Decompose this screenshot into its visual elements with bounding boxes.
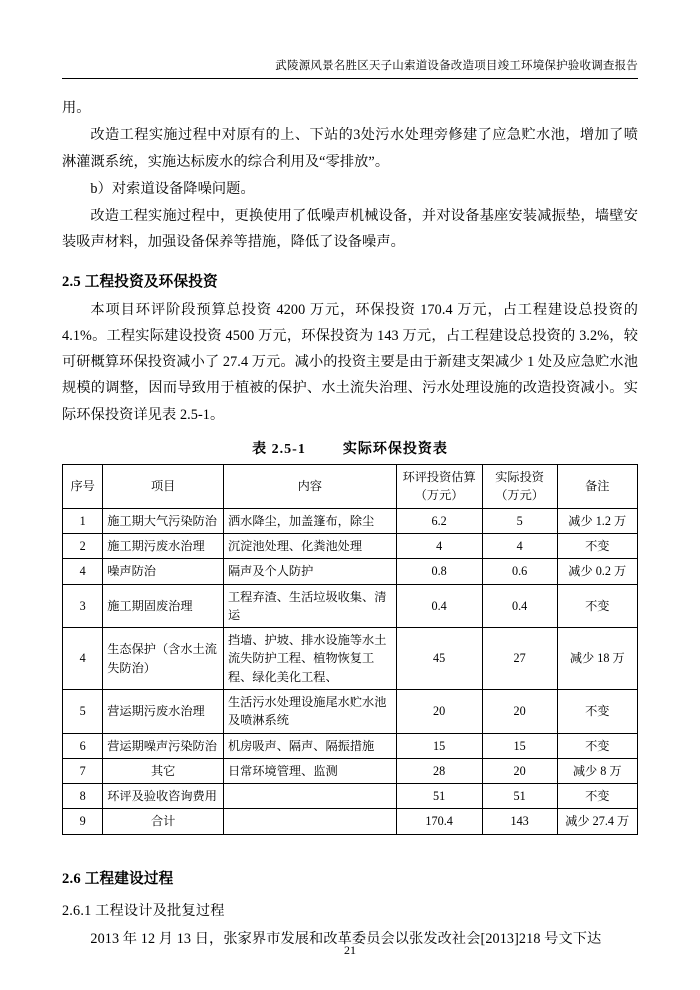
- cell-estimate: 45: [396, 628, 482, 690]
- cell-no: 6: [63, 733, 103, 758]
- cell-content: 工程弃渣、生活垃圾收集、清运: [224, 584, 397, 628]
- cell-remark: 减少 1.2 万: [557, 508, 638, 533]
- table-row: [63, 784, 638, 809]
- table-header-row: [63, 465, 638, 509]
- cell-no: 4: [63, 628, 103, 690]
- cell-content: 隔声及个人防护: [224, 559, 397, 584]
- cell-content: 挡墙、护坡、排水设施等水土流失防护工程、植物恢复工程、绿化美化工程、: [224, 628, 397, 690]
- cell-estimate: 20: [396, 689, 482, 733]
- table-row: [63, 689, 638, 733]
- column-header-content: 内容: [224, 465, 397, 509]
- header-divider: [62, 78, 638, 79]
- cell-estimate: 51: [396, 784, 482, 809]
- cell-content: [224, 809, 397, 834]
- page-number: 21: [344, 943, 356, 957]
- cell-item: 施工期大气污染防治: [103, 508, 224, 533]
- cell-remark: 减少 27.4 万: [557, 809, 638, 834]
- cell-no: 3: [63, 584, 103, 628]
- cell-item: 其它: [103, 758, 224, 783]
- cell-actual: 0.6: [482, 559, 557, 584]
- cell-content: 生活污水处理设施尾水贮水池及喷淋系统: [224, 689, 397, 733]
- table-body: [63, 508, 638, 834]
- cell-actual: 27: [482, 628, 557, 690]
- cell-remark: 不变: [557, 689, 638, 733]
- cell-estimate: 0.4: [396, 584, 482, 628]
- cell-remark: 不变: [557, 533, 638, 558]
- cell-item: 营运期污废水治理: [103, 689, 224, 733]
- cell-estimate: 28: [396, 758, 482, 783]
- cell-remark: 不变: [557, 733, 638, 758]
- cell-actual: 20: [482, 689, 557, 733]
- section-heading-2-6: 2.6 工程建设过程: [62, 870, 174, 887]
- section-heading-2-5: 2.5 工程投资及环保投资: [62, 273, 218, 290]
- cell-estimate: 6.2: [396, 508, 482, 533]
- cell-actual: 5: [482, 508, 557, 533]
- cell-actual: 51: [482, 784, 557, 809]
- cell-content: 日常环境管理、监测: [224, 758, 397, 783]
- cell-estimate: 0.8: [396, 559, 482, 584]
- cell-no: 2: [63, 533, 103, 558]
- paragraph-wastewater: 改造工程实施过程中对原有的上、下站的3处污水处理旁修建了应急贮水池，增加了喷淋灌溉系统，实施达标废水的综合利用及“零排放”。: [62, 127, 638, 170]
- column-header-remark: 备注: [557, 465, 638, 509]
- paragraph-continuation: 用。: [62, 100, 91, 117]
- cell-remark: 减少 18 万: [557, 628, 638, 690]
- table-row: [63, 733, 638, 758]
- cell-content: 沉淀池处理、化粪池处理: [224, 533, 397, 558]
- table-row: [63, 559, 638, 584]
- cell-actual: 20: [482, 758, 557, 783]
- table-row: [63, 533, 638, 558]
- cell-actual: 4: [482, 533, 557, 558]
- cell-no: 7: [63, 758, 103, 783]
- column-header-actual: 实际投资（万元）: [482, 465, 557, 509]
- cell-actual: 143: [482, 809, 557, 834]
- cell-item: 施工期固废治理: [103, 584, 224, 628]
- table-row: [63, 758, 638, 783]
- cell-estimate: 15: [396, 733, 482, 758]
- column-header-no: 序号: [63, 465, 103, 509]
- cell-item: 生态保护（含水土流失防治）: [103, 628, 224, 690]
- table-caption-label: 表 2.5-1: [252, 442, 306, 458]
- cell-remark: 减少 0.2 万: [557, 559, 638, 584]
- cell-estimate: 170.4: [396, 809, 482, 834]
- paragraph-item-b: b）对索道设备降噪问题。: [90, 180, 255, 197]
- cell-item: 环评及验收咨询费用: [103, 784, 224, 809]
- cell-no: 8: [63, 784, 103, 809]
- cell-remark: 不变: [557, 784, 638, 809]
- paragraph-approval: 2013 年 12 月 13 日，张家界市发展和改革委员会以张发改社会[2013]218 号文下达: [90, 930, 602, 947]
- cell-no: 4: [63, 559, 103, 584]
- cell-content: 机房吸声、隔声、隔振措施: [224, 733, 397, 758]
- column-header-item: 项目: [103, 465, 224, 509]
- cell-no: 9: [63, 809, 103, 834]
- subsection-heading-2-6-1: 2.6.1 工程设计及批复过程: [62, 902, 225, 919]
- running-header: [62, 58, 638, 78]
- table-row: [63, 584, 638, 628]
- cell-actual: 15: [482, 733, 557, 758]
- cell-estimate: 4: [396, 533, 482, 558]
- table-row: [63, 628, 638, 690]
- cell-remark: 减少 8 万: [557, 758, 638, 783]
- running-header-text: 武陵源风景名胜区天子山索道设备改造项目竣工环境保护验收调查报告: [275, 60, 638, 72]
- cell-no: 5: [63, 689, 103, 733]
- cell-actual: 0.4: [482, 584, 557, 628]
- table-caption-title: 实际环保投资表: [342, 442, 448, 458]
- cell-content: 洒水降尘，加盖篷布，除尘: [224, 508, 397, 533]
- table-caption: [62, 438, 638, 458]
- cell-remark: 不变: [557, 584, 638, 628]
- paragraph-noise-measures: 改造工程实施过程中，更换使用了低噪声机械设备，并对设备基座安装减振垫，墙壁安装吸声材料，加强设备保养等措施，降低了设备噪声。: [62, 208, 638, 251]
- cell-item: 施工期污废水治理: [103, 533, 224, 558]
- cell-content: [224, 784, 397, 809]
- cell-item: 噪声防治: [103, 559, 224, 584]
- column-header-estimate: 环评投资估算（万元）: [396, 465, 482, 509]
- cell-no: 1: [63, 508, 103, 533]
- table-row: [63, 508, 638, 533]
- cell-item: 营运期噪声污染防治: [103, 733, 224, 758]
- paragraph-investment: 本项目环评阶段预算总投资 4200 万元，环保投资 170.4 万元，占工程建设总投资的 4.1%。工程实际建设投资 4500 万元，环保投资为 143 万元，占工程建设总投资的 3.2%，较可研概算环保投资减小了 27.4 万元。减小的投资主要是由于新建支架减少 1 处及应急贮水池规模的调整，因而导致用于植被的保护、水土流失治理、污水处理设施的改造投资减小。实际环保投资详见表 2.5-1。: [62, 301, 638, 423]
- table-row-total: [63, 809, 638, 834]
- cell-item: 合计: [103, 809, 224, 834]
- environmental-investment-table: [62, 464, 638, 835]
